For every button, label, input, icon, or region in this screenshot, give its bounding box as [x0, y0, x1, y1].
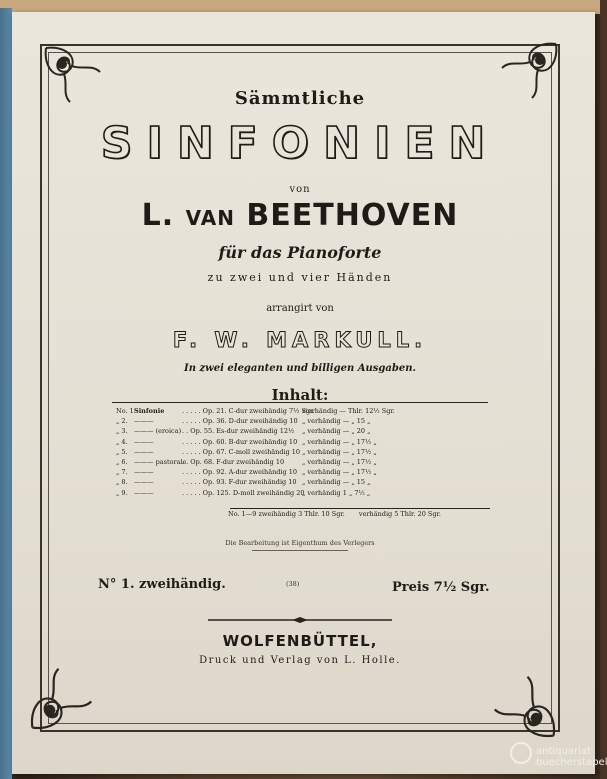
- contents-fourhand: „ verhändig — „ 17½ „: [302, 437, 377, 446]
- contents-opus: . . . . . Op. 36. D-dur zweihändig 10: [182, 417, 298, 426]
- contents-row: [116, 467, 496, 477]
- watermark-line2: buecherstapel: [536, 757, 607, 768]
- contents-heading: Inhalt:: [271, 386, 329, 404]
- contents-fourhand: „ verhändig — „ 17½ „: [302, 447, 377, 456]
- contents-title: ——— pastorale: [134, 458, 187, 467]
- by-line: von: [289, 184, 311, 195]
- contents-opus: . . . . . Op. 67. C-moll zweihändig 10: [182, 447, 301, 456]
- composer-van: VAN: [185, 206, 235, 230]
- composer-surname: BEETHOVEN: [234, 198, 459, 233]
- arranged-by-line: arrangirt von: [266, 303, 334, 314]
- edition-number: N° 1. zweihändig.: [98, 577, 226, 592]
- editions-line: In zwei eleganten und billigen Ausgaben.: [184, 363, 416, 374]
- contents-rule: [112, 402, 488, 403]
- contents-opus: . . Op. 68. F-dur zweihändig 10: [182, 458, 285, 467]
- publisher-line: Druck und Verlag von L. Holle.: [199, 655, 401, 666]
- contents-row: [116, 416, 496, 426]
- instrument-line: für das Pianoforte: [218, 243, 382, 262]
- contents-title: ———: [134, 437, 154, 446]
- decorative-rule: [208, 617, 392, 623]
- corner-ornament-bottom-right: [486, 668, 558, 740]
- contents-number: „ 9.: [116, 488, 128, 497]
- summary-left: No. 1—9 zweihändig 3 Thlr. 10 Sgr.: [228, 510, 345, 518]
- contents-opus: . . . . . Op. 60. B-dur zweihändig 10: [182, 437, 298, 446]
- summary-right: verhändig 5 Thlr. 20 Sgr.: [358, 510, 441, 518]
- contents-opus: . . Op. 55. Es-dur zweihändig 12½: [182, 427, 295, 436]
- watermark: [510, 740, 607, 776]
- contents-row: [116, 488, 496, 498]
- contents-number: „ 3.: [116, 427, 128, 436]
- contents-number: No. 1.: [116, 407, 136, 415]
- contents-table: [116, 406, 496, 498]
- contents-title: ———: [134, 447, 154, 456]
- corner-ornament-bottom-left: [28, 660, 100, 732]
- notice-rule: [252, 550, 348, 551]
- contents-number: „ 8.: [116, 478, 128, 487]
- summary-rule: [230, 508, 490, 509]
- contents-number: „ 5.: [116, 447, 128, 456]
- contents-number: „ 7.: [116, 468, 128, 477]
- contents-fourhand: „ verhändig — „ 20 „: [302, 427, 371, 436]
- contents-row: [116, 406, 496, 416]
- publisher-city: WOLFENBÜTTEL,: [222, 632, 378, 650]
- contents-fourhand: vierhändig — Thlr. 12½ Sgr.: [302, 407, 395, 415]
- main-title: SINFONIEN: [100, 118, 500, 169]
- contents-title: ———: [134, 417, 154, 426]
- watermark-line1: antiquariat: [536, 746, 591, 757]
- contents-fourhand: „ verhändig — „ 17½ „: [302, 468, 377, 477]
- contents-fourhand: „ verhändig — „ 17½ „: [302, 458, 377, 467]
- copyright-notice: Die Bearbeitung ist Eigenthum des Verlegers: [225, 539, 375, 547]
- contents-number: „ 2.: [116, 417, 128, 426]
- contents-title: ———: [134, 468, 154, 477]
- contents-opus: . . . . . Op. 21. C-dur zweihändig 7½ Sgr.: [182, 407, 315, 415]
- hands-line: zu zwei und vier Händen: [207, 271, 393, 284]
- plate-number: (38): [286, 580, 300, 588]
- watermark-text: [536, 746, 607, 768]
- contents-title: ———: [134, 488, 154, 497]
- contents-fourhand: „ verhändig — „ 15 „: [302, 417, 371, 426]
- contents-row: [116, 457, 496, 467]
- contents-row: [116, 437, 496, 447]
- contents-row: [116, 447, 496, 457]
- composer-prefix: L.: [141, 198, 186, 233]
- composer-name: [40, 198, 560, 233]
- contents-fourhand: „ verhändig — „ 15 „: [302, 478, 371, 487]
- arranger-name: F. W. MARKULL.: [172, 328, 428, 352]
- contents-title: ———: [134, 478, 154, 487]
- watermark-logo-icon: [510, 742, 532, 764]
- contents-opus: . . . . . Op. 93. F-dur zweihändig 10: [182, 478, 297, 487]
- title-line1: Sämmtliche: [234, 88, 366, 109]
- price: Preis 7½ Sgr.: [392, 580, 490, 595]
- contents-number: „ 4.: [116, 437, 128, 446]
- contents-summary: [228, 510, 453, 518]
- contents-title: Sinfonie: [134, 407, 165, 415]
- contents-row: [116, 426, 496, 436]
- contents-fourhand: „ verhändig 1 „ 7½ „: [302, 488, 371, 497]
- contents-number: „ 6.: [116, 458, 128, 467]
- contents-opus: . . . . . Op. 92. A-dur zweihändig 10: [182, 468, 297, 477]
- book-cover-edge: [0, 8, 12, 779]
- contents-title: ——— (eroica): [134, 427, 182, 436]
- contents-opus: . . . . . Op. 125. D-moll zweihändig 20: [182, 488, 305, 497]
- contents-row: [116, 477, 496, 487]
